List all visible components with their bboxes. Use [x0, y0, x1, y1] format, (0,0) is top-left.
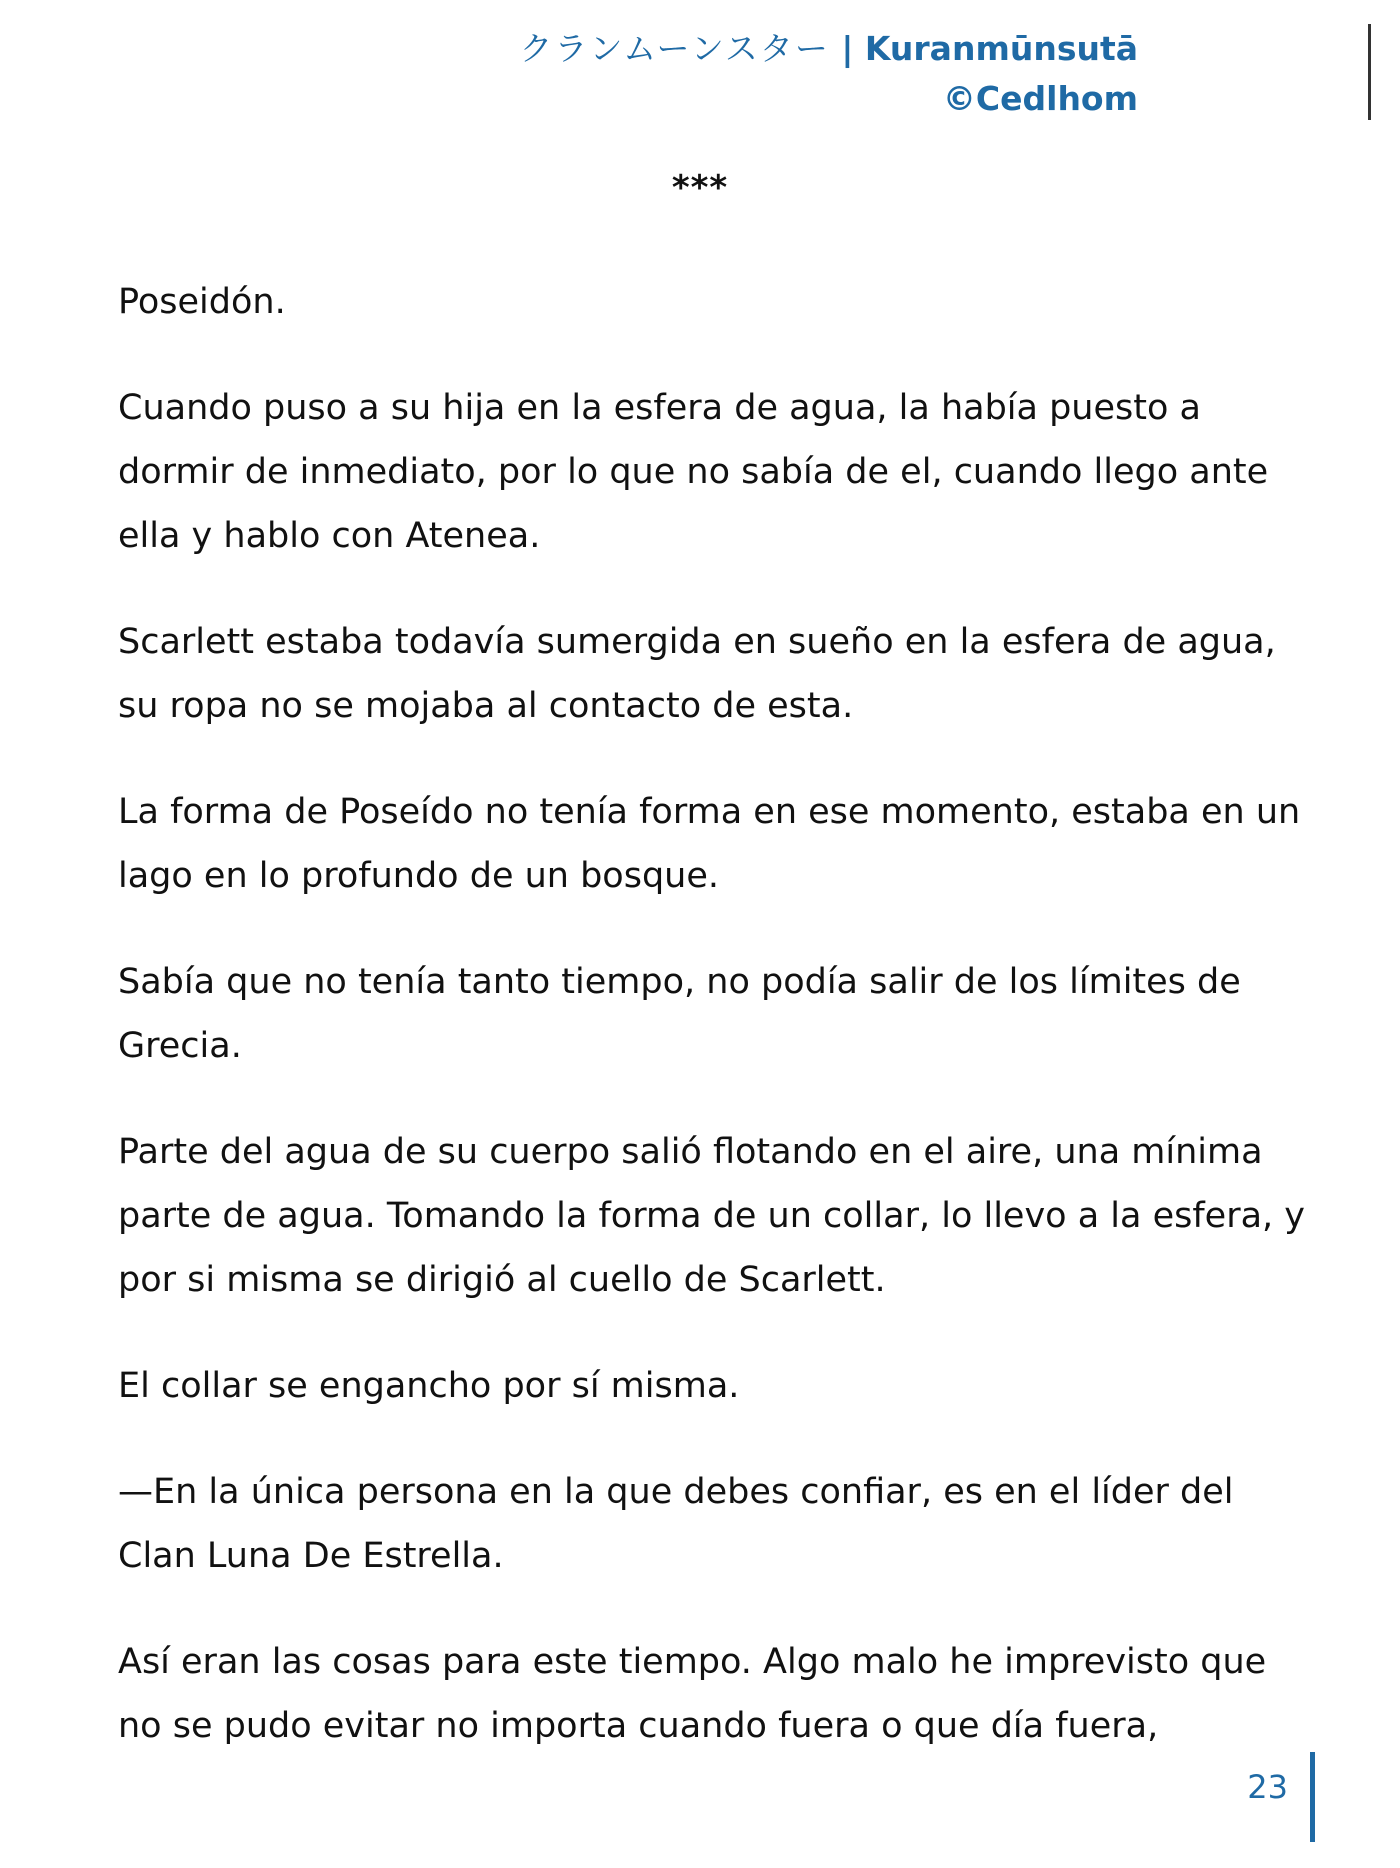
page-body — [118, 270, 1318, 1800]
paragraph: Parte del agua de su cuerpo salió flotando en el aire, una mínima parte de agua. Tomando la forma de un collar, lo llevo a la esfera, y por si misma se dirigió al cuello de Scarlett. — [118, 1132, 1306, 1300]
page-header — [519, 24, 1138, 124]
header-separator: | — [841, 29, 854, 68]
paragraph: —En la única persona en la que debes confiar, es en el líder del Clan Luna De Estrella. — [118, 1472, 1234, 1576]
paragraph: El collar se engancho por sí misma. — [118, 1366, 740, 1406]
section-separator: *** — [671, 168, 729, 208]
header-title-line — [519, 24, 1138, 74]
paragraph: Sabía que no tenía tanto tiempo, no podía salir de los límites de Grecia. — [118, 962, 1241, 1066]
paragraph: Cuando puso a su hija en la esfera de agua, la había puesto a dormir de inmediato, por lo que no sabía de el, cuando llego ante ella y hablo con Atenea. — [118, 388, 1269, 556]
paragraph: Así eran las cosas para este tiempo. Algo malo he imprevisto que no se pudo evitar no importa cuando fuera o que día fuera, — [118, 1642, 1267, 1746]
header-vertical-rule — [1368, 24, 1371, 120]
header-copyright: ©Cedlhom — [942, 79, 1138, 118]
page-number-rule — [1310, 1752, 1315, 1842]
paragraph: La forma de Poseído no tenía forma en ese momento, estaba en un lago en lo profundo de un bosque. — [118, 792, 1301, 896]
header-japanese-title: クランムーンスター — [519, 29, 830, 68]
paragraph: Poseidón. — [118, 282, 286, 322]
page-number: 23 — [1247, 1768, 1288, 1806]
paragraph: Scarlett estaba todavía sumergida en sueño en la esfera de agua, su ropa no se mojaba al contacto de esta. — [118, 622, 1276, 726]
header-romaji-title: Kuranmūnsutā — [864, 29, 1138, 68]
